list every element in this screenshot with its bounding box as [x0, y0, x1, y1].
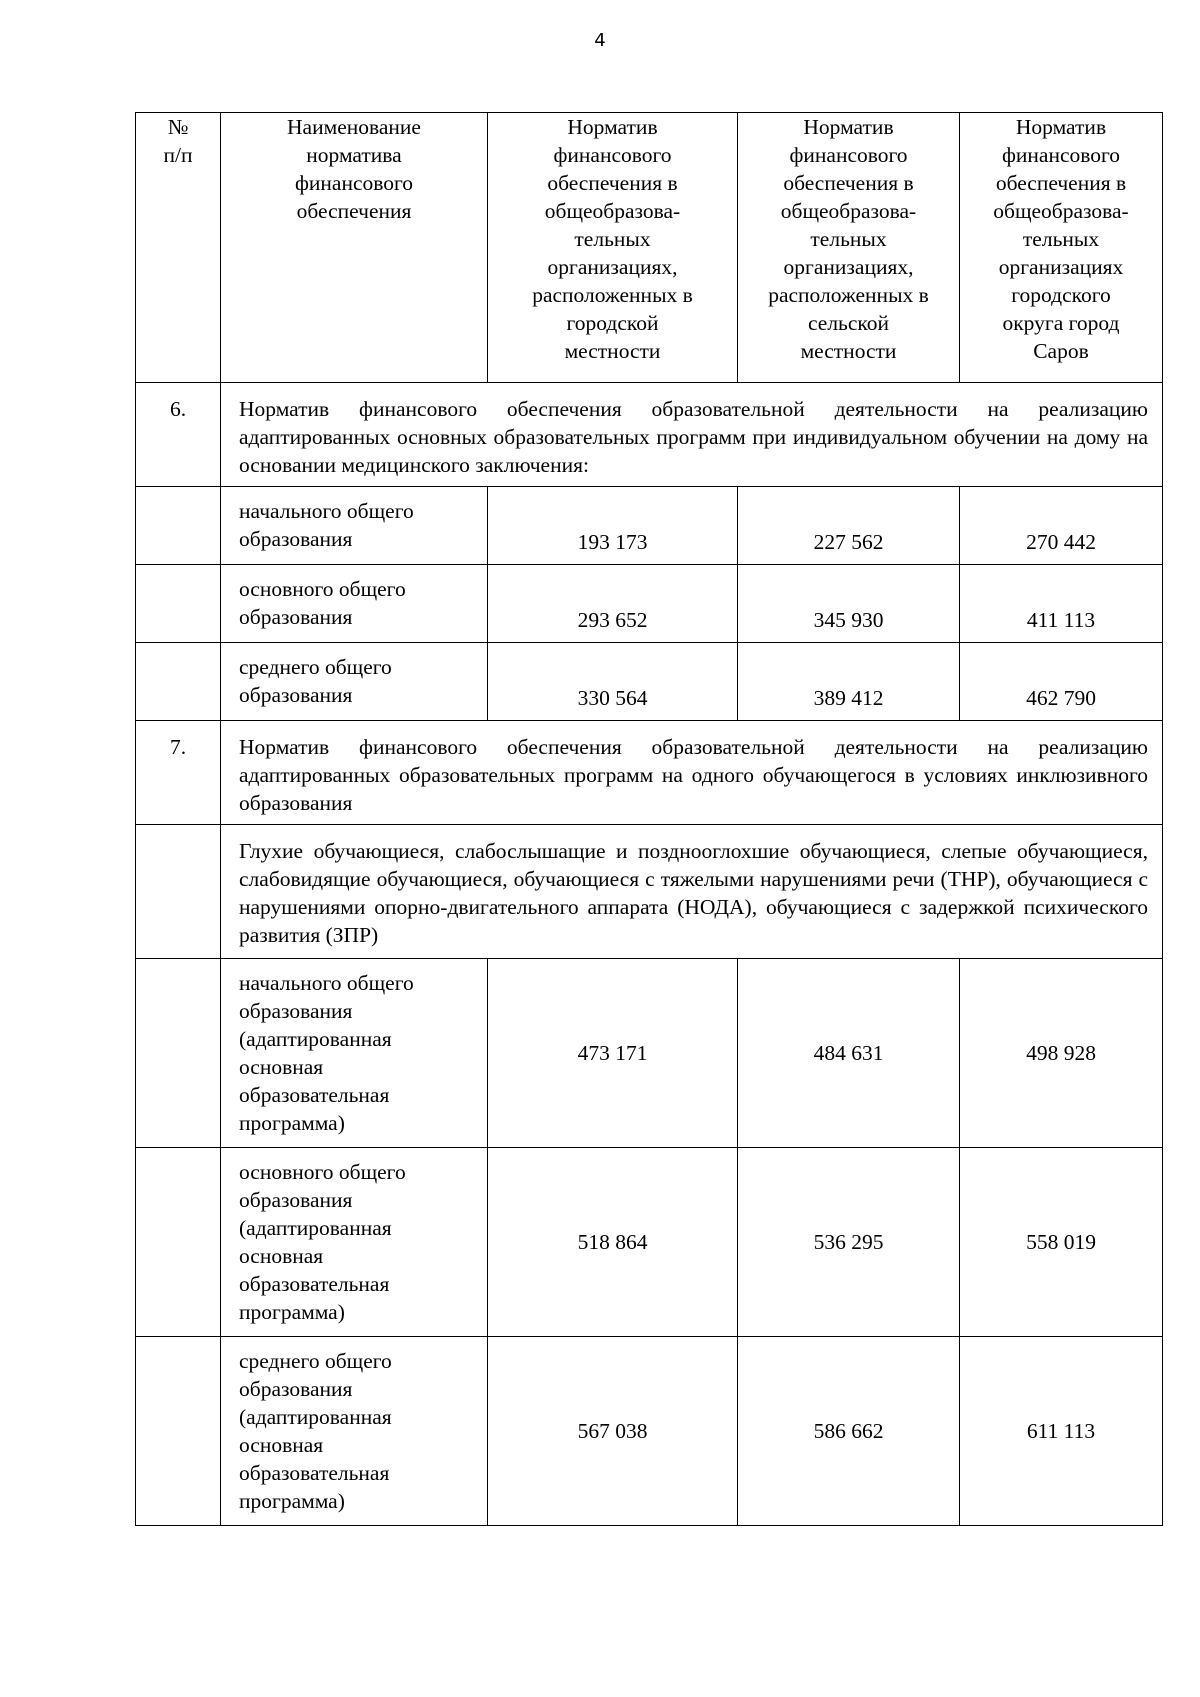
header-rural-line: сельской	[807, 311, 890, 335]
level-name-line: (адаптированная	[239, 1405, 392, 1429]
level-name-line: основная	[239, 1055, 324, 1079]
level-name-line: основная	[239, 1433, 324, 1457]
page-number: 4	[594, 30, 606, 51]
header-rural	[738, 113, 960, 383]
group-row	[136, 825, 1163, 959]
level-name-line: образования	[239, 683, 353, 707]
value-rural: 586 662	[738, 1337, 960, 1526]
header-rural-line: финансового	[789, 143, 908, 167]
header-num	[136, 113, 221, 383]
table-row	[136, 487, 1163, 565]
level-name	[221, 643, 488, 721]
header-num-line: №	[167, 115, 189, 139]
level-name-line: образовательная	[239, 1083, 390, 1107]
value-sarov: 411 113	[960, 565, 1163, 643]
empty-num-cell	[136, 565, 221, 643]
level-name-line: образования	[239, 1377, 353, 1401]
level-name-line: основная	[239, 1244, 324, 1268]
header-name	[221, 113, 488, 383]
header-rural-line: местности	[800, 339, 897, 363]
level-name	[221, 565, 488, 643]
level-name-line: образования	[239, 527, 353, 551]
header-urban-line: тельных	[574, 227, 651, 251]
level-name-line: среднего общего	[239, 1349, 392, 1373]
header-num-line: п/п	[163, 143, 193, 167]
header-rural-line: общеобразова-	[780, 199, 917, 223]
header-rural-line: организациях,	[783, 255, 914, 279]
level-name	[221, 487, 488, 565]
level-name-line: образовательная	[239, 1461, 390, 1485]
section-number: 7.	[136, 721, 221, 825]
value-urban: 330 564	[488, 643, 738, 721]
level-name-line: образования	[239, 999, 353, 1023]
value-rural: 227 562	[738, 487, 960, 565]
empty-num-cell	[136, 487, 221, 565]
value-rural: 536 295	[738, 1148, 960, 1337]
empty-num-cell	[136, 643, 221, 721]
value-urban: 518 864	[488, 1148, 738, 1337]
section-row	[136, 721, 1163, 825]
table-header-row	[136, 113, 1163, 383]
header-sarov-line: общеобразова-	[993, 199, 1129, 223]
level-name-line: образовательная	[239, 1272, 390, 1296]
table-row	[136, 959, 1163, 1148]
section-title: Норматив финансового обеспечения образовательной деятельности на реализацию адаптированных основных образовательных программ при индивидуальном обучении на дому на основании медицинского заключения:	[221, 383, 1163, 487]
header-name-line: Наименование	[287, 115, 421, 139]
header-urban-line: организациях,	[547, 255, 678, 279]
value-rural: 484 631	[738, 959, 960, 1148]
header-name-line: финансового	[294, 171, 414, 195]
header-sarov-line: финансового	[1001, 143, 1121, 167]
header-rural-line: Норматив	[803, 115, 894, 139]
value-rural: 345 930	[738, 565, 960, 643]
norms-table	[135, 112, 1163, 1526]
level-name	[221, 959, 488, 1148]
header-sarov-line: организациях	[998, 255, 1124, 279]
value-urban: 293 652	[488, 565, 738, 643]
level-name-line: образования	[239, 605, 353, 629]
header-rural-line: обеспечения в	[783, 171, 914, 195]
level-name-line: образования	[239, 1188, 353, 1212]
header-sarov-line: городского	[1011, 283, 1111, 307]
header-sarov	[960, 113, 1163, 383]
header-rural-line: расположенных в	[768, 283, 929, 307]
empty-num-cell	[136, 825, 221, 959]
value-rural: 389 412	[738, 643, 960, 721]
value-urban: 193 173	[488, 487, 738, 565]
level-name	[221, 1148, 488, 1337]
table-row	[136, 1337, 1163, 1526]
level-name-line: основного общего	[239, 1160, 406, 1184]
header-urban-line: общеобразова-	[544, 199, 681, 223]
header-urban-line: расположенных в	[532, 283, 693, 307]
section-number: 6.	[136, 383, 221, 487]
header-sarov-line: Норматив	[1015, 115, 1107, 139]
level-name-line: начального общего	[239, 971, 414, 995]
level-name-line: основного общего	[239, 577, 406, 601]
value-sarov: 462 790	[960, 643, 1163, 721]
header-urban-line: финансового	[553, 143, 672, 167]
value-sarov: 270 442	[960, 487, 1163, 565]
level-name	[221, 1337, 488, 1526]
empty-num-cell	[136, 959, 221, 1148]
header-urban-line: Норматив	[567, 115, 658, 139]
header-urban-line: местности	[564, 339, 661, 363]
header-name-line: обеспечения	[296, 199, 412, 223]
level-name-line: (адаптированная	[239, 1216, 392, 1240]
header-sarov-line: обеспечения в	[995, 171, 1127, 195]
header-sarov-line: Саров	[1033, 339, 1089, 363]
level-name-line: программа)	[239, 1111, 345, 1135]
value-sarov: 558 019	[960, 1148, 1163, 1337]
level-name-line: среднего общего	[239, 655, 392, 679]
level-name-line: (адаптированная	[239, 1027, 392, 1051]
header-name-line: норматива	[306, 143, 402, 167]
level-name-line: программа)	[239, 1489, 345, 1513]
value-urban: 473 171	[488, 959, 738, 1148]
group-description: Глухие обучающиеся, слабослышащие и позднооглохшие обучающиеся, слепые обучающиеся, слабовидящие обучающиеся, обучающиеся с тяжелыми нарушениями речи (ТНР), обучающиеся с нарушениями опорно-двигательного аппарата (НОДА), обучающиеся с задержкой психического развития (ЗПР)	[221, 825, 1163, 959]
value-sarov: 611 113	[960, 1337, 1163, 1526]
level-name-line: программа)	[239, 1300, 345, 1324]
table-row	[136, 1148, 1163, 1337]
empty-num-cell	[136, 1337, 221, 1526]
level-name-line: начального общего	[239, 499, 414, 523]
header-urban	[488, 113, 738, 383]
header-urban-line: городской	[566, 311, 659, 335]
value-sarov: 498 928	[960, 959, 1163, 1148]
header-sarov-line: тельных	[1022, 227, 1100, 251]
section-row	[136, 383, 1163, 487]
empty-num-cell	[136, 1148, 221, 1337]
table-row	[136, 643, 1163, 721]
header-rural-line: тельных	[810, 227, 887, 251]
header-sarov-line: округа город	[1002, 311, 1120, 335]
header-urban-line: обеспечения в	[547, 171, 678, 195]
section-title: Норматив финансового обеспечения образовательной деятельности на реализацию адаптированных образовательных программ на одного обучающегося в условиях инклюзивного образования	[221, 721, 1163, 825]
table-row	[136, 565, 1163, 643]
value-urban: 567 038	[488, 1337, 738, 1526]
